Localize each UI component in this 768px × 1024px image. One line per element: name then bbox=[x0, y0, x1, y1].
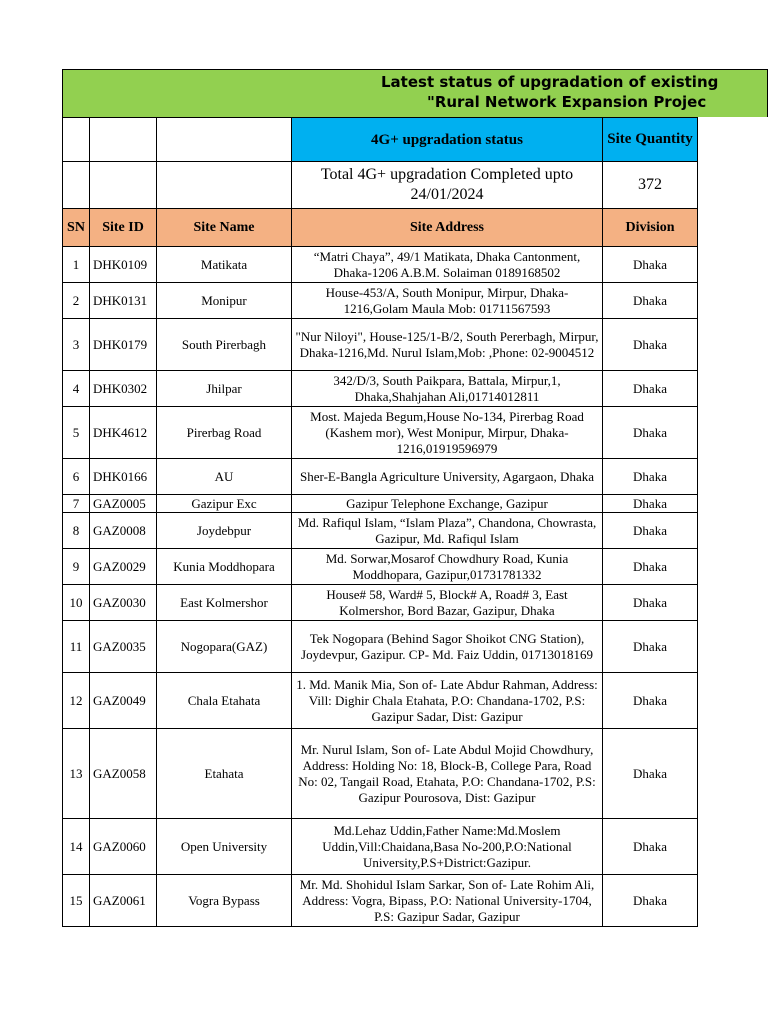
cell-sn[interactable]: 7 bbox=[63, 495, 90, 513]
cell-site-id[interactable]: DHK0166 bbox=[90, 459, 157, 495]
column-header-row bbox=[63, 209, 698, 247]
cell-site-address[interactable]: 1. Md. Manik Mia, Son of- Late Abdur Rahman, Address: Vill: Dighir Chala Etahata, P.O: Chandana-1702, P.S: Gazipur Sadar, Dist: Gazipur bbox=[292, 673, 603, 729]
title-line-2: "Rural Network Expansion Projec bbox=[427, 93, 707, 111]
title-banner bbox=[62, 69, 768, 117]
cell-site-name[interactable]: Pirerbag Road bbox=[157, 407, 292, 459]
cell-site-address[interactable]: 342/D/3, South Paikpara, Battala, Mirpur,1, Dhaka,Shahjahan Ali,01714012811 bbox=[292, 371, 603, 407]
cell-site-id[interactable]: GAZ0049 bbox=[90, 673, 157, 729]
cell-site-name[interactable]: East Kolmershor bbox=[157, 585, 292, 621]
cell-division[interactable]: Dhaka bbox=[603, 319, 698, 371]
cell-division[interactable]: Dhaka bbox=[603, 673, 698, 729]
cell-division[interactable]: Dhaka bbox=[603, 621, 698, 673]
empty-cell[interactable] bbox=[63, 118, 90, 162]
cell-site-name[interactable]: Kunia Moddhopara bbox=[157, 549, 292, 585]
completed-count[interactable]: 372 bbox=[603, 162, 698, 209]
cell-site-id[interactable]: DHK0131 bbox=[90, 283, 157, 319]
cell-division[interactable]: Dhaka bbox=[603, 875, 698, 927]
cell-site-name[interactable]: Joydebpur bbox=[157, 513, 292, 549]
title-line-1: Latest status of upgradation of existing bbox=[381, 73, 719, 91]
cell-site-id[interactable]: GAZ0060 bbox=[90, 819, 157, 875]
cell-site-id[interactable]: DHK0109 bbox=[90, 247, 157, 283]
cell-site-id[interactable]: GAZ0029 bbox=[90, 549, 157, 585]
col-header-site-name[interactable]: Site Name bbox=[157, 209, 292, 247]
cell-site-address[interactable]: Tek Nogopara (Behind Sagor Shoikot CNG Station), Joydevpur, Gazipur. CP- Md. Faiz Uddin, 01713018169 bbox=[292, 621, 603, 673]
cell-sn[interactable]: 14 bbox=[63, 819, 90, 875]
cell-sn[interactable]: 9 bbox=[63, 549, 90, 585]
cell-site-name[interactable]: AU bbox=[157, 459, 292, 495]
cell-site-id[interactable]: DHK0179 bbox=[90, 319, 157, 371]
table-row bbox=[63, 319, 698, 371]
cell-site-address[interactable]: Md. Sorwar,Mosarof Chowdhury Road, Kunia Moddhopara, Gazipur,01731781332 bbox=[292, 549, 603, 585]
cell-site-id[interactable]: GAZ0008 bbox=[90, 513, 157, 549]
cell-division[interactable]: Dhaka bbox=[603, 585, 698, 621]
table-row bbox=[63, 729, 698, 819]
empty-cell[interactable] bbox=[63, 162, 90, 209]
cell-site-id[interactable]: GAZ0058 bbox=[90, 729, 157, 819]
cell-site-address[interactable]: Mr. Md. Shohidul Islam Sarkar, Son of- Late Rohim Ali, Address: Vogra, Bipass, P.O: National University-1704, P.S: Gazipur Sadar, Gazipur bbox=[292, 875, 603, 927]
cell-site-address[interactable]: “Matri Chaya”, 49/1 Matikata, Dhaka Cantonment, Dhaka-1206 A.B.M. Solaiman 0189168502 bbox=[292, 247, 603, 283]
cell-sn[interactable]: 11 bbox=[63, 621, 90, 673]
cell-site-address[interactable]: "Nur Niloyi", House-125/1-B/2, South Pererbagh, Mirpur, Dhaka-1216,Md. Nurul Islam,Mob: ,Phone: 02-9004512 bbox=[292, 319, 603, 371]
cell-site-name[interactable]: Vogra Bypass bbox=[157, 875, 292, 927]
col-header-division[interactable]: Division bbox=[603, 209, 698, 247]
cell-site-id[interactable]: GAZ0035 bbox=[90, 621, 157, 673]
cell-site-name[interactable]: Gazipur Exc bbox=[157, 495, 292, 513]
col-header-site-address[interactable]: Site Address bbox=[292, 209, 603, 247]
summary-value-row bbox=[63, 162, 698, 209]
cell-sn[interactable]: 5 bbox=[63, 407, 90, 459]
cell-division[interactable]: Dhaka bbox=[603, 729, 698, 819]
table-row bbox=[63, 371, 698, 407]
table-row bbox=[63, 283, 698, 319]
table-row bbox=[63, 585, 698, 621]
completed-text[interactable]: Total 4G+ upgradation Completed upto 24/01/2024 bbox=[292, 162, 603, 209]
table-row bbox=[63, 459, 698, 495]
cell-site-name[interactable]: Open University bbox=[157, 819, 292, 875]
cell-division[interactable]: Dhaka bbox=[603, 371, 698, 407]
cell-site-id[interactable]: DHK4612 bbox=[90, 407, 157, 459]
cell-site-id[interactable]: GAZ0061 bbox=[90, 875, 157, 927]
cell-sn[interactable]: 8 bbox=[63, 513, 90, 549]
cell-division[interactable]: Dhaka bbox=[603, 459, 698, 495]
cell-sn[interactable]: 12 bbox=[63, 673, 90, 729]
cell-site-name[interactable]: Jhilpar bbox=[157, 371, 292, 407]
cell-site-address[interactable]: Gazipur Telephone Exchange, Gazipur bbox=[292, 495, 603, 513]
site-table bbox=[62, 117, 698, 927]
empty-cell[interactable] bbox=[90, 118, 157, 162]
cell-site-address[interactable]: Most. Majeda Begum,House No-134, Pirerbag Road (Kashem mor), West Monipur, Mirpur, Dhaka-1216,01919596979 bbox=[292, 407, 603, 459]
table-row bbox=[63, 673, 698, 729]
cell-sn[interactable]: 10 bbox=[63, 585, 90, 621]
cell-sn[interactable]: 13 bbox=[63, 729, 90, 819]
cell-site-address[interactable]: Mr. Nurul Islam, Son of- Late Abdul Mojid Chowdhury, Address: Holding No: 18, Block-B, College Para, Road No: 02, Tangail Road, Etahata, P.O: Chandana-1702, P.S: Gazipur Pourosova, Dist: Gazipur bbox=[292, 729, 603, 819]
cell-sn[interactable]: 15 bbox=[63, 875, 90, 927]
cell-site-id[interactable]: GAZ0030 bbox=[90, 585, 157, 621]
empty-cell[interactable] bbox=[90, 162, 157, 209]
col-header-sn[interactable]: SN bbox=[63, 209, 90, 247]
spreadsheet bbox=[62, 69, 768, 933]
status-heading[interactable]: 4G+ upgradation status bbox=[292, 118, 603, 162]
cell-sn[interactable]: 2 bbox=[63, 283, 90, 319]
cell-site-name[interactable]: Etahata bbox=[157, 729, 292, 819]
table-row bbox=[63, 621, 698, 673]
cell-division[interactable]: Dhaka bbox=[603, 247, 698, 283]
quantity-heading[interactable]: Site Quantity bbox=[603, 118, 698, 162]
cell-site-address[interactable]: Md. Rafiqul Islam, “Islam Plaza”, Chandona, Chowrasta, Gazipur, Md. Rafiqul Islam bbox=[292, 513, 603, 549]
cell-site-address[interactable]: Sher-E-Bangla Agriculture University, Agargaon, Dhaka bbox=[292, 459, 603, 495]
cell-site-name[interactable]: Matikata bbox=[157, 247, 292, 283]
table-row bbox=[63, 247, 698, 283]
cell-site-address[interactable]: House# 58, Ward# 5, Block# A, Road# 3, East Kolmershor, Bord Bazar, Gazipur, Dhaka bbox=[292, 585, 603, 621]
table-row bbox=[63, 875, 698, 927]
empty-cell[interactable] bbox=[157, 118, 292, 162]
cell-site-name[interactable]: Chala Etahata bbox=[157, 673, 292, 729]
cell-sn[interactable]: 3 bbox=[63, 319, 90, 371]
cell-site-id[interactable]: GAZ0005 bbox=[90, 495, 157, 513]
cell-site-name[interactable]: Nogopara(GAZ) bbox=[157, 621, 292, 673]
cell-site-name[interactable]: Monipur bbox=[157, 283, 292, 319]
cell-site-id[interactable]: DHK0302 bbox=[90, 371, 157, 407]
cell-division[interactable]: Dhaka bbox=[603, 407, 698, 459]
cell-site-address[interactable]: House-453/A, South Monipur, Mirpur, Dhaka-1216,Golam Maula Mob: 01711567593 bbox=[292, 283, 603, 319]
cell-division[interactable]: Dhaka bbox=[603, 495, 698, 513]
table-row bbox=[63, 549, 698, 585]
cell-division[interactable]: Dhaka bbox=[603, 819, 698, 875]
empty-cell[interactable] bbox=[157, 162, 292, 209]
summary-heading-row bbox=[63, 118, 698, 162]
cell-sn[interactable]: 1 bbox=[63, 247, 90, 283]
cell-site-name[interactable]: South Pirerbagh bbox=[157, 319, 292, 371]
table-row bbox=[63, 495, 698, 513]
table-row bbox=[63, 407, 698, 459]
cell-sn[interactable]: 4 bbox=[63, 371, 90, 407]
cell-division[interactable]: Dhaka bbox=[603, 283, 698, 319]
table-row bbox=[63, 513, 698, 549]
table-row bbox=[63, 819, 698, 875]
cell-division[interactable]: Dhaka bbox=[603, 513, 698, 549]
cell-division[interactable]: Dhaka bbox=[603, 549, 698, 585]
col-header-site-id[interactable]: Site ID bbox=[90, 209, 157, 247]
cell-site-address[interactable]: Md.Lehaz Uddin,Father Name:Md.Moslem Uddin,Vill:Chaidana,Basa No-200,P.O:National University,P.S+District:Gazipur. bbox=[292, 819, 603, 875]
cell-sn[interactable]: 6 bbox=[63, 459, 90, 495]
